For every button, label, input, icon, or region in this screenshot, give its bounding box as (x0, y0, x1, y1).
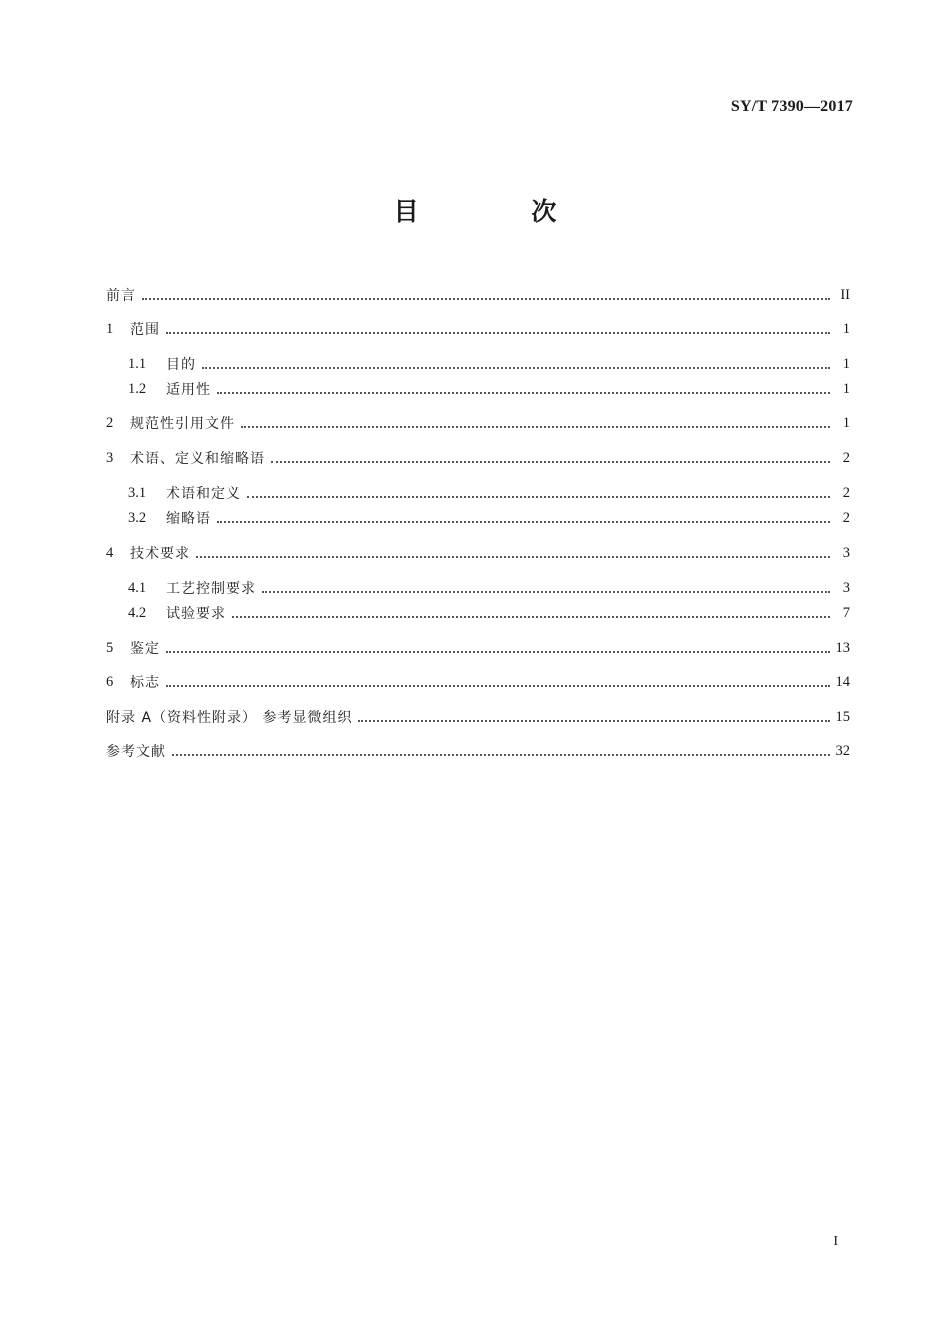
page-title: 目 次 (393, 197, 609, 226)
toc-entry-label: 范围 (130, 322, 160, 338)
toc-entry-label: 适用性 (166, 382, 211, 398)
toc-entry-6[interactable] (106, 669, 850, 695)
toc-entry-page: 1 (842, 380, 850, 397)
toc-leader-dots (166, 684, 830, 687)
toc-entry-number: 4.2 (128, 604, 147, 621)
toc-entry-number: 3.1 (128, 484, 147, 501)
toc-entry-label: 技术要求 (130, 546, 190, 562)
toc-entry-number: 5 (106, 639, 114, 656)
toc-entry-number: 3.2 (128, 509, 147, 526)
page-number: I (833, 1234, 838, 1249)
toc-entry-1[interactable] (106, 316, 850, 342)
toc-entry-page: 13 (835, 639, 850, 656)
toc-entry-label: 参考文献 (106, 744, 166, 760)
toc-entry-number: 4.1 (128, 579, 147, 596)
toc-entry-page: 3 (842, 544, 850, 561)
toc-entry-label: 试验要求 (166, 606, 226, 622)
toc-entry-appendix-a[interactable] (106, 704, 850, 730)
toc-leader-dots (142, 297, 830, 300)
toc-entry-number: 6 (106, 673, 114, 690)
toc-leader-dots (241, 425, 830, 428)
toc-leader-dots (196, 555, 830, 558)
toc-entry-label: 鉴定 (130, 641, 160, 657)
toc-entry-1-2[interactable] (106, 376, 850, 402)
toc-entry-page: II (840, 286, 850, 303)
toc-entry-label: 规范性引用文件 (130, 416, 235, 432)
toc-entry-number: 1.2 (128, 380, 147, 397)
toc-entry-label: 术语和定义 (166, 486, 241, 502)
toc-entry-3-2[interactable] (106, 505, 850, 531)
toc-leader-dots (262, 590, 830, 593)
toc-entry-page: 14 (835, 673, 850, 690)
toc-entry-number: 1.1 (128, 355, 147, 372)
toc-entry-page: 1 (842, 414, 850, 431)
toc-entry-label: 目的 (166, 357, 196, 373)
toc-leader-dots (172, 753, 830, 756)
toc-entry-label: 术语、定义和缩略语 (130, 451, 265, 467)
toc-leader-dots (166, 331, 830, 334)
toc-leader-dots (232, 615, 830, 618)
toc-entry-page: 2 (842, 449, 850, 466)
toc-leader-dots (247, 495, 830, 498)
toc-entry-page: 32 (835, 742, 850, 759)
toc-entry-page: 1 (842, 355, 850, 372)
toc-entry-page: 7 (842, 604, 850, 621)
toc-entry-2[interactable] (106, 410, 850, 436)
toc-entry-foreword[interactable] (106, 282, 850, 308)
toc-leader-dots (166, 650, 830, 653)
toc-entry-number: 4 (106, 544, 114, 561)
toc-entry-5[interactable] (106, 635, 850, 661)
toc-entry-label: 前言 (106, 288, 136, 304)
toc-leader-dots (217, 520, 830, 523)
toc-entry-number: 2 (106, 414, 114, 431)
toc-entry-1-1[interactable] (106, 351, 850, 377)
toc-leader-dots (271, 460, 830, 463)
toc-entry-label: 缩略语 (166, 511, 211, 527)
toc-entry-page: 3 (842, 579, 850, 596)
toc-entry-4[interactable] (106, 540, 850, 566)
toc-entry-4-2[interactable] (106, 600, 850, 626)
toc-entry-label: 附录 A（资料性附录） 参考显微组织 (106, 710, 353, 726)
toc-leader-dots (202, 366, 830, 369)
toc-entry-label: 标志 (130, 675, 160, 691)
toc-entry-3-1[interactable] (106, 480, 850, 506)
toc-entry-label: 工艺控制要求 (166, 581, 256, 597)
toc-leader-dots (358, 719, 829, 722)
toc-entry-page: 1 (842, 320, 850, 337)
toc-entry-page: 15 (835, 708, 850, 725)
toc-leader-dots (217, 391, 830, 394)
toc-entry-page: 2 (842, 509, 850, 526)
toc-entry-number: 3 (106, 449, 114, 466)
toc-entry-4-1[interactable] (106, 575, 850, 601)
toc-entry-page: 2 (842, 484, 850, 501)
toc-entry-references[interactable] (106, 738, 850, 764)
toc-entry-3[interactable] (106, 445, 850, 471)
standard-code: SY/T 7390—2017 (730, 98, 853, 115)
toc-entry-number: 1 (106, 320, 114, 337)
